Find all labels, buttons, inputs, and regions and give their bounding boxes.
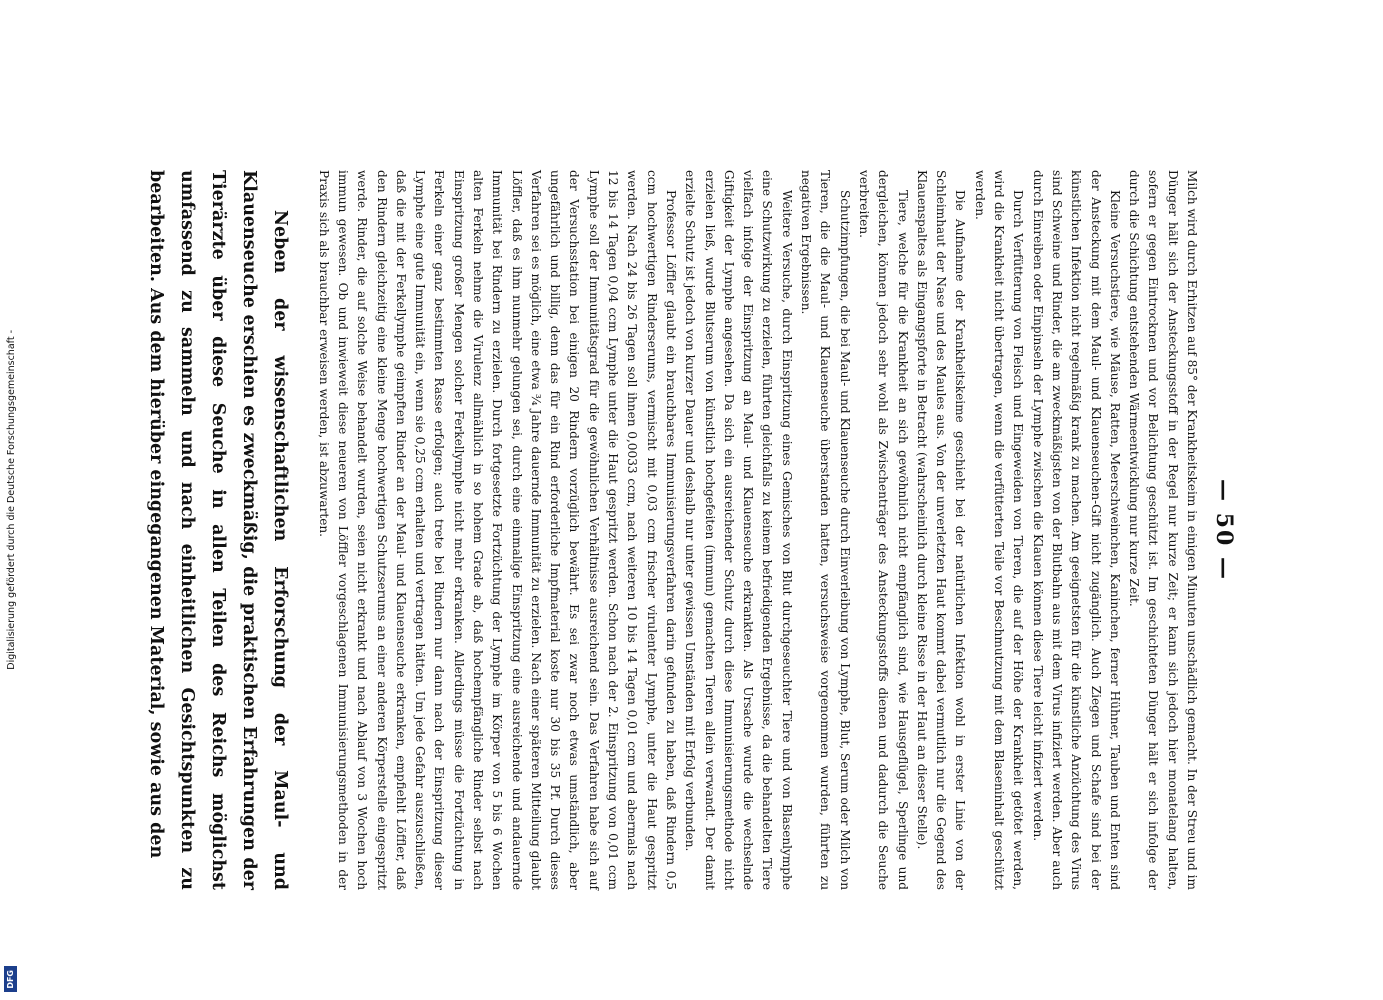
dfg-logo (4, 966, 17, 992)
paragraph: Durch Verfütterung von Fleisch und Eingeweiden von Tieren, die auf der Höhe der Krankheit getötet werden, wird die Krankheit nicht übertragen, wenn die verfütterten Teile vor Beschmutzung mit dem Blaseninhalt geschützt werden. (972, 170, 1026, 890)
paragraph: Kleine Versuchstiere, wie Mäuse, Ratten, Meerschweinchen, Kaninchen, ferner Hühner, Tauben und Enten sind der Ansteckung mit dem Maul- und Klauenseuchen-Gift nicht zugänglich. Auch Ziegen und Schafe sind bei der künstlichen Infektion nicht regelmäßig krank zu machen. Am geeignetsten für die künstliche Anzüchtung des Virus sind Schweine und Rinder, die am zweckmäßigsten von der Blutbahn aus mit dem Virus infiziert werden. Aber auch durch Einreiben oder Einpinseln der Lymphe zwischen die Klauen können diese Tiere leicht infiziert werden. (1030, 170, 1122, 890)
paragraph: Schutzimpfungen, die bei Maul- und Klauenseuche durch Einverleibung von Lymphe, Blut, Serum oder Milch von Tieren, die die Maul- und Klauenseuche überstanden hatten, versuchsweise vorgenommen wurden, führten zu negativen Ergebnissen. (799, 170, 852, 890)
credit-text: Digitalisierung gefördert durch die Deutsche Forschungsgemeinschaft - (5, 330, 17, 670)
paragraph: Weitere Versuche, durch Einspritzung eines Gemisches von Blut durchgeseuchter Tiere und von Blasenlymphe eine Schutzwirkung zu erzielen, führten gleichfalls zu keinem befriedigenden Ergebnisse, da die behandelten Tiere vielfach infolge der Einspritzung an Maul- und Klauenseuche erkrankten. Als Ursache wurde die wechselnde Giftigkeit der Lymphe angesehen. Da sich ein ausreichender Schutz durch diese Immunisierungsmethode nicht erzielen ließ, wurde Blutserum von künstlich hochgefeiten (immun) gemachten Tieren allein verwandt. Der damit erzielte Schutz ist jedoch von kurzer Dauer und deshalb nur unter gewissen Umständen mit Erfolg verbunden. (683, 170, 794, 890)
dfg-logo-text: DFG (6, 969, 15, 989)
body-text (313, 170, 1201, 890)
paragraph: Die Aufnahme der Krankheitskeime geschieht bei der natürlichen Infektion wohl in erster Linie von der Schleimhaut der Nase und des Maules aus. Von der unverletzten Haut kommt dabei vermutlich nur die Gegend des Klauenspaltes als Eingangspforte in Betracht (wahrscheinlich durch kleine Risse in der Haut an dieser Stelle). (914, 170, 968, 890)
scanned-page (147, 170, 1237, 890)
page-number: — 50 — (1211, 479, 1237, 581)
paragraph: Milch wird durch Erhitzen auf 85° der Krankheitskeim in einigen Minuten unschädlich gemacht. In der Streu und im Dünger hält sich der Ansteckungsstoff in der Regel nur kurze Zeit; er kann sich jedoch hier monatelang halten, sofern er gegen Eintrocknen und vor Belichtung geschützt ist. Im geschichteten Dünger hält er sich infolge der durch die Schichtung entstehenden Wärmeentwicklung nur kurze Zeit. (1127, 170, 1199, 890)
paragraph: Tiere, welche für die Krankheit an sich gewöhnlich nicht empfänglich sind, wie Hausgeflügel, Sperlinge und dergleichen, können jedoch sehr wohl als Zwischenträger des Ansteckungsstoffs dienen und dadurch die Seuche verbreiten. (856, 170, 910, 890)
digitization-credit (4, 0, 18, 1000)
paragraph: Professor Löffler glaubt ein brauchbares Immunisierungsverfahren darin gefunden zu haben, daß Rindern 0,5 ccm hochwertigen Rinderserums, vermischt mit 0,03 ccm frischer virulenter Lymphe, unter die Haut gespritzt werden. Nach 24 bis 26 Tagen soll ihnen 0,0033 ccm, nach weiteren 10 bis 14 Tagen 0,01 ccm und abermals nach 12 bis 14 Tagen 0,04 ccm Lymphe unter die Haut gespritzt werden. Schon nach der 2. Einspritzung von 0,01 ccm Lymphe soll der Immunitätsgrad für die gewöhnlichen Verhältnisse ausreichend sein. Das Verfahren habe sich auf der Versuchsstation bei einigen 20 Rindern vorzüglich bewährt. Es sei zwar noch etwas umständlich, aber ungefährlich und billig, denn das für ein Rind erforderliche Impfmaterial koste nur 30 bis 35 Pf. Durch dieses Verfahren sei es möglich, eine etwa ¾ Jahre dauernde Immunität zu erzielen. Nach einer späteren Mitteilung glaubt Löffler, daß es ihm nunmehr gelungen sei, durch eine einmalige Einspritzung eine ausreichende und andauernde Immunität bei Rindern zu erzielen. Durch fortgesetzte Fortzüchtung der Lymphe im Körper von 5 bis 6 Wochen alten Ferkeln nehme die Virulenz allmählich in so hohem Grade ab, daß hochempfängliche Rinder selbst nach Einspritzung großer Mengen solcher Ferkellymphe nicht mehr erkranken. Allerdings müsse die Fortzüchtung in Ferkeln einer ganz bestimmten Rasse erfolgen; auch trete bei Rindern nur dann nach der Einspritzung dieser Lymphe eine gute Immunität ein, wenn sie 0,25 ccm erhalten und vertragen hätten. Um jede Gefahr auszuschließen, daß die mit der Ferkellymphe geimpften Rinder an der Maul- und Klauenseuche erkranken, empfiehlt Löffler, daß den Rindern gleichzeitig eine kleine Menge hochwertigen Schutzserums an einer anderen Körperstelle eingespritzt werde. Rinder, die auf solche Weise behandelt wurden, seien nicht erkrankt und nach Ablauf von 3 Wochen hoch immun gewesen. Ob und inwieweit diese neueren von Löffler vorgeschlagenen Immunisierungsmethoden in der Praxis sich als brauchbar erweisen werden, ist abzuwarten. (316, 170, 678, 890)
closing-paragraph: Neben der wissenschaftlichen Erforschung der Maul- und Klauenseuche erschien es zweckmäßig, die praktischen Erfahrungen der Tierärzte über diese Seuche in allen Teilen des Reichs möglichst umfassend zu sammeln und nach einheitlichen Gesichtspunkten zu bearbeiten. Aus dem hierüber eingegangenen Material, sowie aus den (146, 170, 291, 890)
